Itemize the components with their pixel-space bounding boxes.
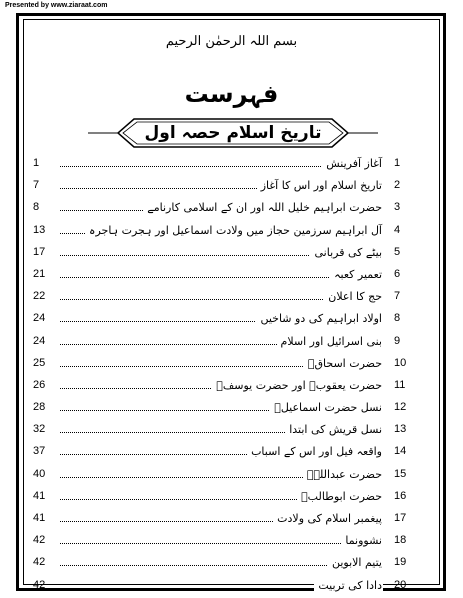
toc-page: 17 — [33, 245, 46, 258]
toc-number: 15 — [394, 467, 407, 480]
toc-number: 6 — [394, 267, 401, 280]
toc-number: 19 — [394, 556, 407, 569]
toc-number: 17 — [394, 512, 407, 524]
toc-page: 42 — [33, 556, 46, 569]
toc-row — [0, 332, 463, 354]
toc-number: 11 — [394, 378, 406, 391]
toc-row — [0, 309, 463, 331]
toc-row — [0, 376, 463, 398]
toc-number: 13 — [394, 423, 407, 436]
toc-number: 16 — [394, 489, 407, 502]
toc-title: تاریخ اسلام اور اس کا آغاز — [257, 176, 383, 196]
toc-row — [0, 553, 463, 575]
toc-row — [0, 576, 463, 598]
toc-row — [0, 531, 463, 553]
toc-number: 10 — [394, 356, 407, 369]
toc-row — [0, 287, 463, 309]
toc-page: 41 — [33, 489, 46, 502]
toc-row — [0, 442, 463, 464]
toc-page: 41 — [33, 512, 46, 524]
toc-number: 9 — [394, 334, 401, 347]
bismillah-heading: بسم اللہ الرحمٰن الرحیم — [165, 34, 298, 49]
toc-title: آغاز آفرینش — [322, 154, 383, 174]
toc-number: 1 — [394, 157, 401, 169]
toc-page: 28 — [33, 401, 46, 414]
toc-page: 42 — [33, 534, 46, 547]
table-of-contents — [0, 154, 463, 598]
toc-row — [0, 420, 463, 442]
toc-row — [0, 509, 463, 531]
toc-number: 5 — [394, 245, 401, 258]
toc-page: 1 — [33, 157, 40, 169]
toc-title: یتیم الابوین — [328, 553, 383, 573]
toc-title: پیغمبر اسلام کی ولادت — [273, 509, 383, 529]
toc-page: 21 — [33, 267, 46, 280]
toc-row — [0, 265, 463, 287]
toc-page: 37 — [33, 445, 46, 458]
toc-title: واقعہ فیل اور اس کے اسباب — [247, 442, 383, 462]
toc-page: 8 — [33, 201, 40, 214]
toc-page: 24 — [33, 312, 46, 325]
toc-title: حضرت عبداللہؑ — [303, 465, 383, 485]
toc-title: دادا کی تربیت — [314, 576, 383, 596]
toc-page: 7 — [33, 179, 40, 192]
toc-page: 32 — [33, 423, 46, 436]
toc-row — [0, 154, 463, 176]
toc-row — [0, 465, 463, 487]
toc-number: 2 — [394, 179, 401, 192]
toc-row — [0, 176, 463, 198]
toc-page: 13 — [33, 223, 46, 236]
toc-title: نشوونما — [341, 531, 383, 551]
toc-number: 18 — [394, 534, 407, 547]
toc-page: 25 — [33, 356, 46, 369]
toc-row — [0, 354, 463, 376]
toc-page: 22 — [33, 290, 46, 303]
toc-row — [0, 221, 463, 243]
toc-title: حج کا اعلان — [324, 287, 383, 307]
toc-page: 26 — [33, 378, 46, 391]
toc-title: بیٹے کی قربانی — [310, 243, 383, 263]
toc-title: حضرت ابراہیم خلیل اللہ اور ان کے اسلامی کارنامے — [143, 198, 383, 218]
toc-row — [0, 487, 463, 509]
toc-title: آل ابراہیم سرزمین حجاز میں ولادت اسماعیل اور ہجرت ہاجرہ — [85, 221, 383, 241]
toc-number: 4 — [394, 223, 401, 236]
toc-title: نسل قریش کی ابتدا — [285, 420, 383, 440]
toc-number: 14 — [394, 445, 407, 458]
toc-title: حضرت اسحاقؑ — [304, 354, 383, 374]
banner-title: تاریخ اسلام حصہ اول — [144, 123, 322, 143]
watermark-text: Presented by www.ziaraat.com — [5, 2, 108, 9]
toc-page: 42 — [33, 578, 46, 591]
dot-leader — [60, 543, 383, 544]
toc-title: نسل حضرت اسماعیلؑ — [270, 398, 383, 418]
toc-row — [0, 198, 463, 220]
toc-number: 7 — [394, 290, 401, 303]
toc-row — [0, 243, 463, 265]
toc-page: 24 — [33, 334, 46, 347]
toc-number: 3 — [394, 201, 401, 214]
toc-title: حضرت یعقوبؑ اور حضرت یوسفؑ — [212, 376, 383, 396]
toc-title: بنی اسرائیل اور اسلام — [277, 332, 383, 352]
toc-number: 12 — [394, 401, 407, 414]
toc-title: تعمیر کعبہ — [330, 265, 383, 285]
toc-number: 20 — [394, 578, 407, 591]
toc-number: 8 — [394, 312, 401, 325]
toc-title: اولاد ابراہیم کی دو شاخیں — [256, 309, 383, 329]
page-title: فہرست — [184, 80, 279, 108]
toc-row — [0, 398, 463, 420]
toc-title: حضرت ابوطالبؑ — [297, 487, 383, 507]
toc-page: 40 — [33, 467, 46, 480]
